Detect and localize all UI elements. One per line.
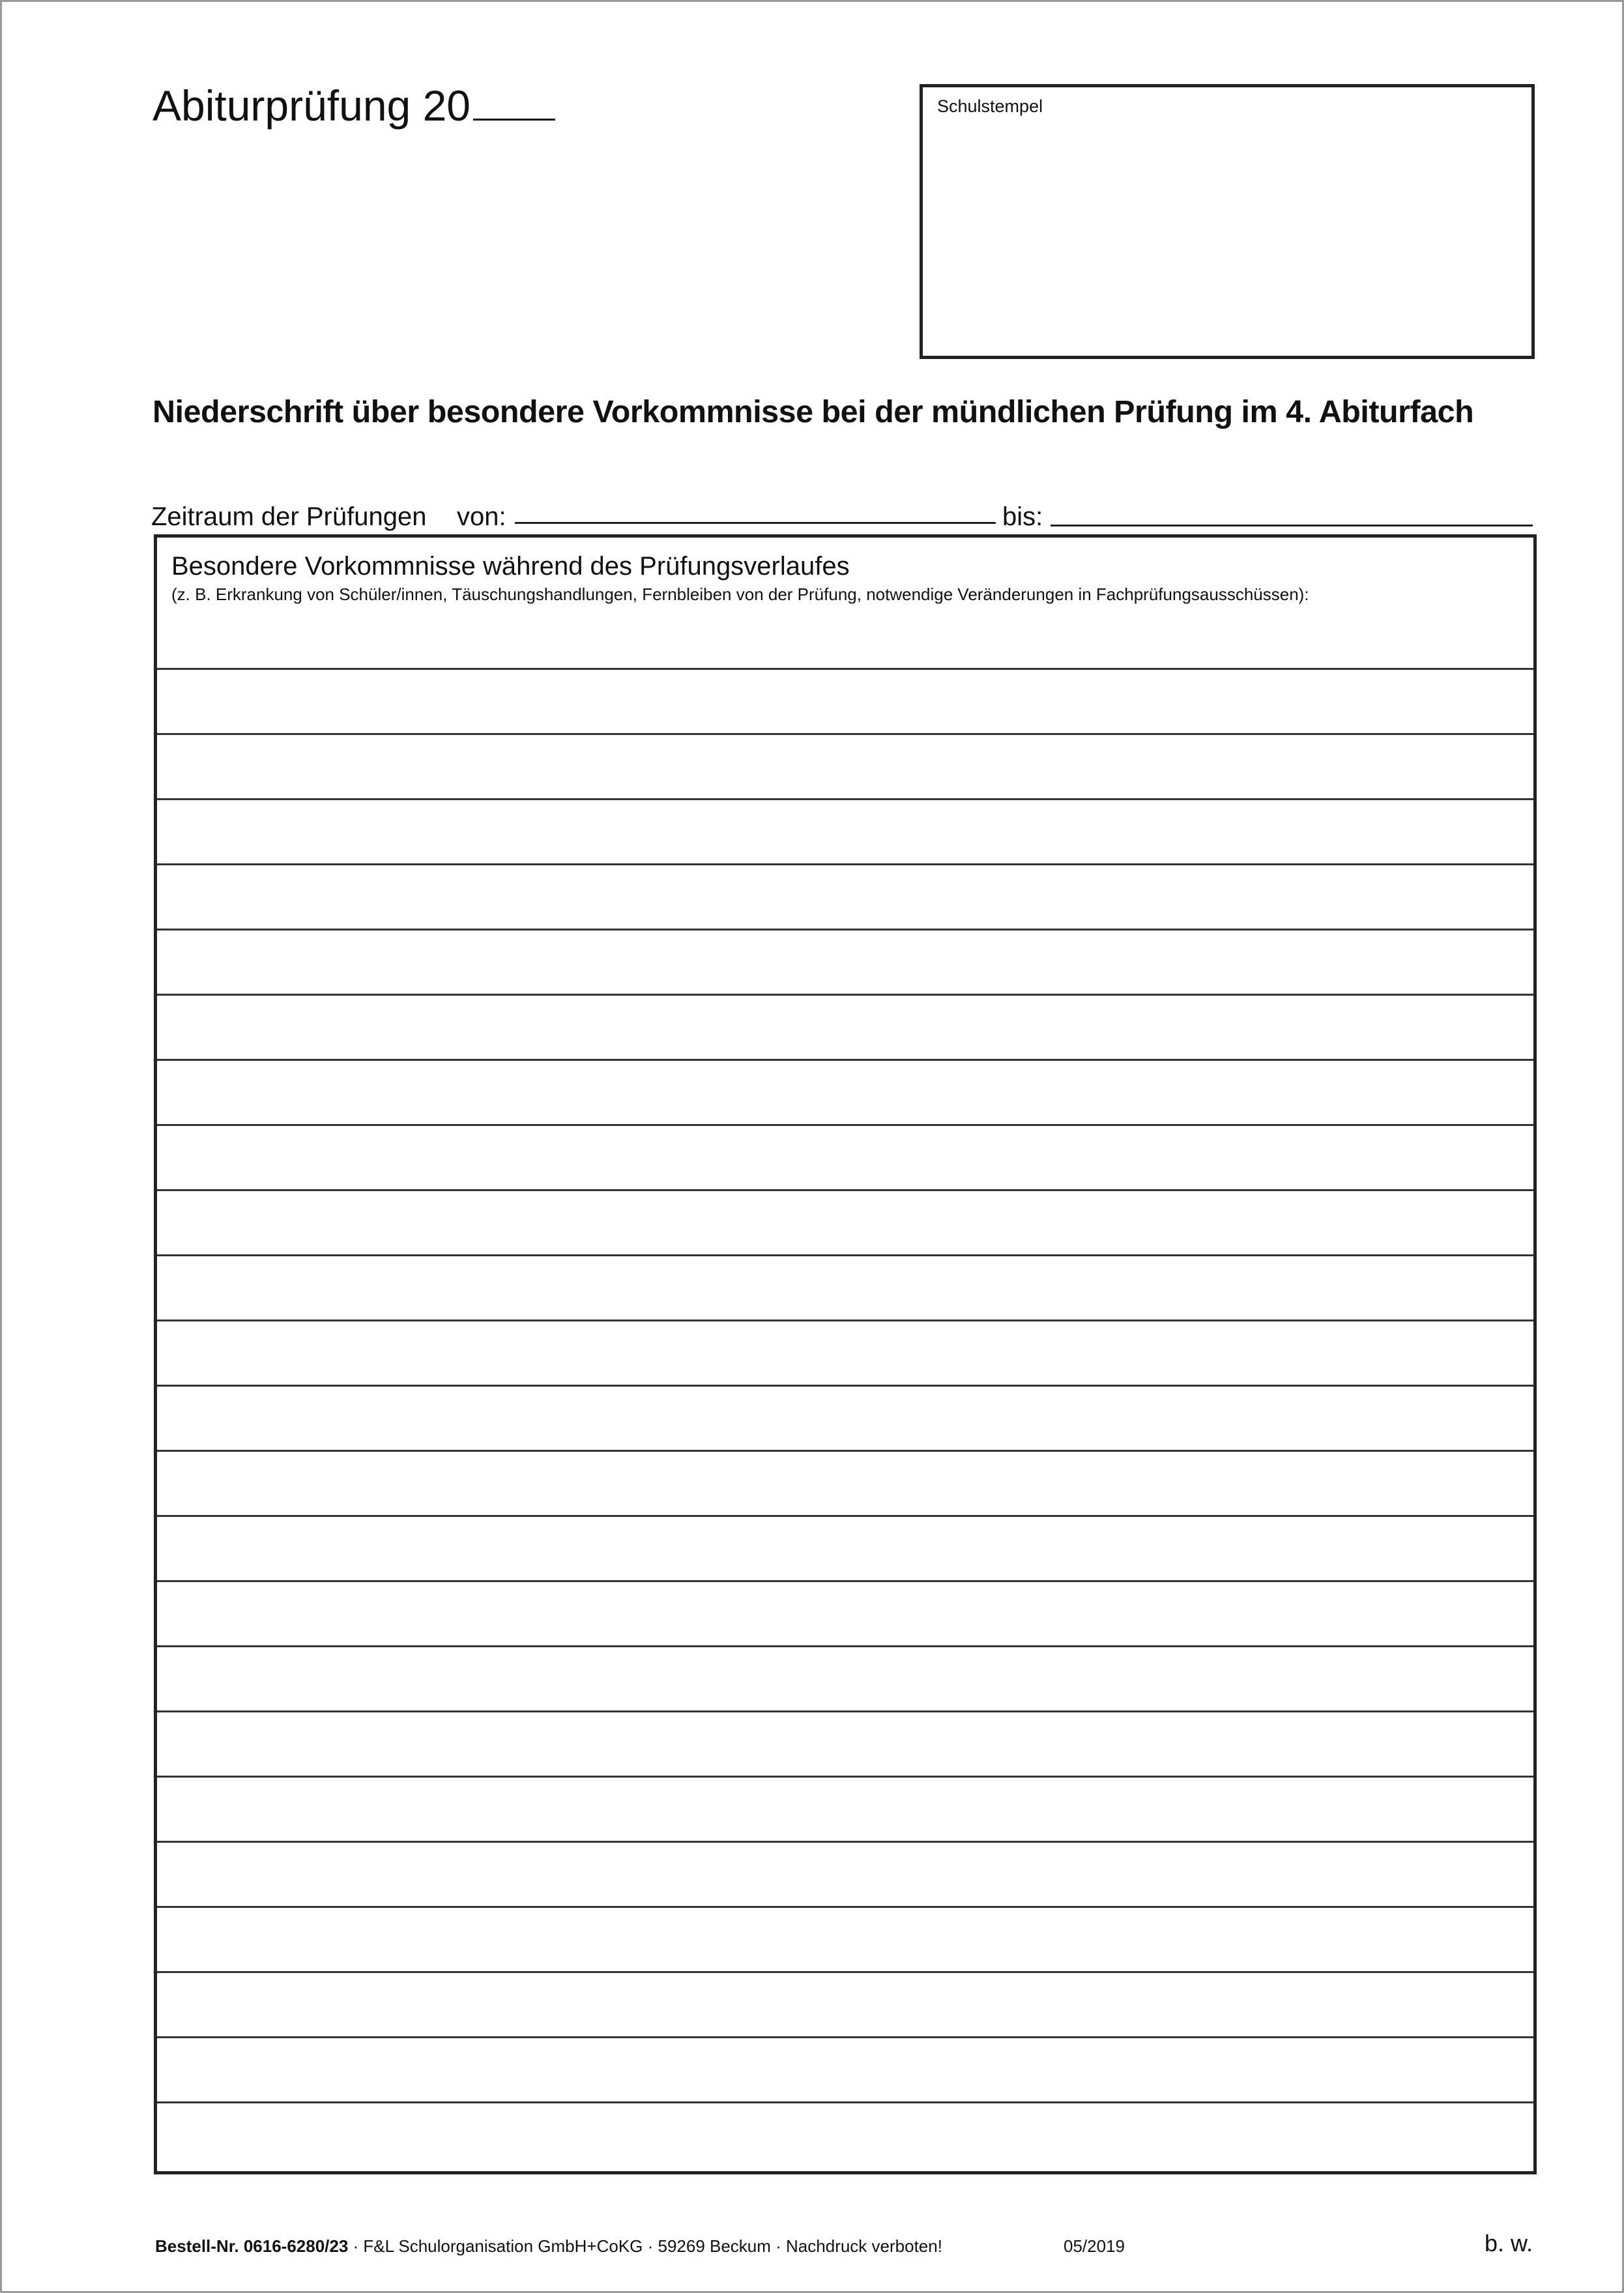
ruled-line (157, 1710, 1533, 1712)
ruled-line (157, 2101, 1533, 2103)
ruled-line (157, 1320, 1533, 1321)
period-to-label: bis: (1002, 502, 1043, 531)
ruled-line (157, 1645, 1533, 1647)
ruled-line (157, 929, 1533, 930)
ruled-line (157, 1841, 1533, 1843)
ruled-line (157, 1254, 1533, 1256)
ruled-line (157, 1450, 1533, 1452)
turn-over-note: b. w. (1485, 2230, 1533, 2257)
exam-year-heading (152, 81, 555, 130)
ruled-line (157, 1189, 1533, 1191)
ruled-line (157, 733, 1533, 735)
period-from-label: von: (457, 502, 506, 531)
school-stamp-box (920, 84, 1535, 359)
incidents-heading: Besondere Vorkommnisse während des Prüfungsverlaufes (171, 552, 850, 581)
exam-year-label: Abiturprüfung 20 (152, 81, 471, 130)
incidents-hint: (z. B. Erkrankung von Schüler/innen, Täuschungshandlungen, Fernbleiben von der Prüfung, notwendige Veränderungen in Fachprüfungsausschüssen): (171, 584, 1309, 604)
order-number: Bestell-Nr. 0616-6280/23 (155, 2236, 349, 2256)
ruled-line (157, 1515, 1533, 1517)
ruled-line (157, 1124, 1533, 1126)
publisher-line: · F&L Schulorganisation GmbH+CoKG · 59269 Beckum · Nachdruck verboten! (348, 2236, 942, 2256)
footer-date: 05/2019 (1064, 2236, 1125, 2256)
ruled-line (157, 863, 1533, 865)
ruled-line (157, 668, 1533, 670)
ruled-line (157, 1906, 1533, 1908)
document-title: Niederschrift über besondere Vorkommnisse bei der mündlichen Prüfung im 4. Abiturfach (152, 394, 1474, 429)
period-to-field[interactable] (1051, 525, 1533, 526)
footer-imprint (155, 2236, 942, 2257)
ruled-line (157, 798, 1533, 800)
ruled-line (157, 1776, 1533, 1778)
ruled-line (157, 2036, 1533, 2038)
exam-year-blank[interactable] (473, 87, 555, 121)
incidents-notes-box[interactable] (154, 534, 1537, 2174)
school-stamp-label: Schulstempel (937, 96, 1043, 116)
ruled-line (157, 994, 1533, 996)
exam-period-label: Zeitraum der Prüfungen (151, 502, 427, 531)
ruled-line (157, 1059, 1533, 1061)
ruled-line (157, 1971, 1533, 1973)
ruled-line (157, 1385, 1533, 1387)
ruled-line (157, 1580, 1533, 1582)
period-from-field[interactable] (515, 522, 996, 524)
